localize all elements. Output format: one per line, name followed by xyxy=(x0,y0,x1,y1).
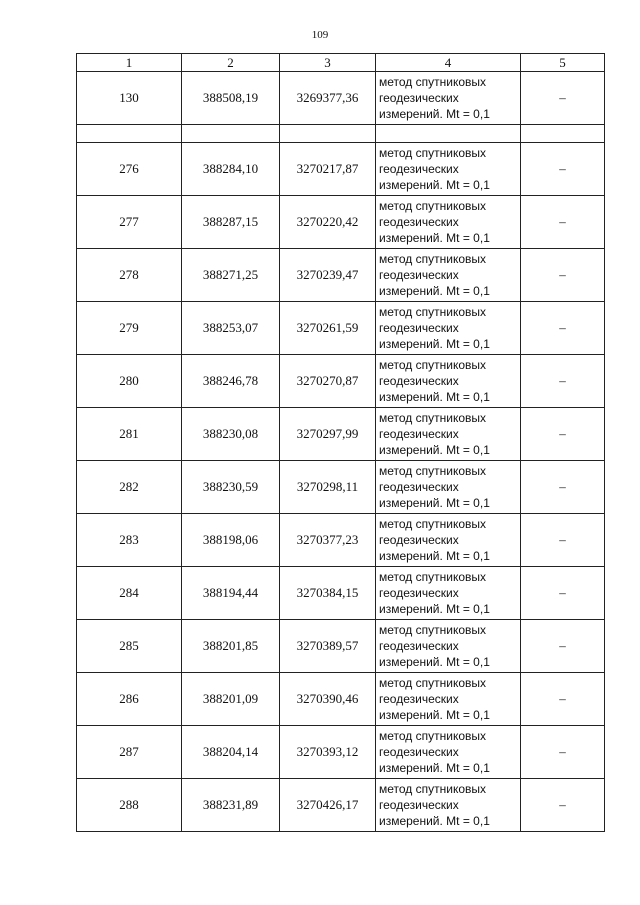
page-number: 109 xyxy=(311,29,329,41)
point-number: 276 xyxy=(77,143,182,196)
coordinate-x: 388508,19 xyxy=(182,72,280,125)
note: – xyxy=(521,408,605,461)
method-line: метод спутниковых xyxy=(379,676,487,690)
table-body xyxy=(77,72,605,832)
method-line: метод спутниковых xyxy=(379,623,487,637)
column-header-3: 3 xyxy=(280,54,376,72)
method-line: измерений. Mt = 0,1 xyxy=(379,443,490,457)
empty-cell xyxy=(521,125,605,143)
method-line: геодезических xyxy=(379,162,459,176)
coordinate-x: 388287,15 xyxy=(182,196,280,249)
method-line: геодезических xyxy=(379,321,459,335)
method-line: измерений. Mt = 0,1 xyxy=(379,814,490,828)
measurement-method xyxy=(376,726,521,779)
table-row xyxy=(77,143,605,196)
measurement-method xyxy=(376,620,521,673)
table-row xyxy=(77,726,605,779)
empty-row xyxy=(77,125,605,143)
coordinate-y: 3270298,11 xyxy=(280,461,376,514)
measurement-method xyxy=(376,196,521,249)
point-number: 288 xyxy=(77,779,182,832)
method-line: измерений. Mt = 0,1 xyxy=(379,284,490,298)
coordinates-table xyxy=(76,53,605,832)
point-number: 277 xyxy=(77,196,182,249)
column-header-5: 5 xyxy=(521,54,605,72)
method-line: геодезических xyxy=(379,480,459,494)
point-number: 130 xyxy=(77,72,182,125)
method-line: геодезических xyxy=(379,692,459,706)
method-line: метод спутниковых xyxy=(379,464,487,478)
table-header-row xyxy=(77,54,605,72)
coordinate-y: 3270426,17 xyxy=(280,779,376,832)
point-number: 286 xyxy=(77,673,182,726)
table-row xyxy=(77,72,605,125)
method-line: метод спутниковых xyxy=(379,358,487,372)
point-number: 285 xyxy=(77,620,182,673)
method-line: измерений. Mt = 0,1 xyxy=(379,107,490,121)
coordinate-x: 388230,59 xyxy=(182,461,280,514)
empty-cell xyxy=(182,125,280,143)
method-line: измерений. Mt = 0,1 xyxy=(379,337,490,351)
note: – xyxy=(521,302,605,355)
coordinate-x: 388204,14 xyxy=(182,726,280,779)
coordinate-x: 388201,85 xyxy=(182,620,280,673)
point-number: 283 xyxy=(77,514,182,567)
measurement-method xyxy=(376,143,521,196)
point-number: 279 xyxy=(77,302,182,355)
table-row xyxy=(77,355,605,408)
table-row xyxy=(77,673,605,726)
column-header-4: 4 xyxy=(376,54,521,72)
table-row xyxy=(77,461,605,514)
method-line: измерений. Mt = 0,1 xyxy=(379,390,490,404)
note: – xyxy=(521,726,605,779)
note: – xyxy=(521,196,605,249)
measurement-method xyxy=(376,249,521,302)
table-row xyxy=(77,302,605,355)
method-line: геодезических xyxy=(379,268,459,282)
column-header-2: 2 xyxy=(182,54,280,72)
note: – xyxy=(521,779,605,832)
point-number: 278 xyxy=(77,249,182,302)
measurement-method xyxy=(376,514,521,567)
coordinate-y: 3269377,36 xyxy=(280,72,376,125)
empty-cell xyxy=(77,125,182,143)
note: – xyxy=(521,673,605,726)
measurement-method xyxy=(376,72,521,125)
measurement-method xyxy=(376,567,521,620)
empty-cell xyxy=(280,125,376,143)
method-line: геодезических xyxy=(379,215,459,229)
table-row xyxy=(77,408,605,461)
table-row xyxy=(77,249,605,302)
method-line: метод спутниковых xyxy=(379,782,487,796)
coordinate-y: 3270239,47 xyxy=(280,249,376,302)
method-line: измерений. Mt = 0,1 xyxy=(379,178,490,192)
method-line: измерений. Mt = 0,1 xyxy=(379,549,490,563)
method-line: геодезических xyxy=(379,533,459,547)
note: – xyxy=(521,514,605,567)
method-line: метод спутниковых xyxy=(379,146,487,160)
method-line: геодезических xyxy=(379,91,459,105)
coordinate-y: 3270390,46 xyxy=(280,673,376,726)
coordinate-y: 3270384,15 xyxy=(280,567,376,620)
coordinate-x: 388198,06 xyxy=(182,514,280,567)
note: – xyxy=(521,72,605,125)
method-line: измерений. Mt = 0,1 xyxy=(379,602,490,616)
method-line: измерений. Mt = 0,1 xyxy=(379,708,490,722)
coordinate-x: 388230,08 xyxy=(182,408,280,461)
coordinate-y: 3270389,57 xyxy=(280,620,376,673)
coordinate-x: 388231,89 xyxy=(182,779,280,832)
method-line: измерений. Mt = 0,1 xyxy=(379,655,490,669)
coordinate-x: 388194,44 xyxy=(182,567,280,620)
method-line: метод спутниковых xyxy=(379,199,487,213)
coordinate-y: 3270217,87 xyxy=(280,143,376,196)
method-line: измерений. Mt = 0,1 xyxy=(379,761,490,775)
point-number: 287 xyxy=(77,726,182,779)
coordinate-x: 388253,07 xyxy=(182,302,280,355)
measurement-method xyxy=(376,461,521,514)
table-row xyxy=(77,514,605,567)
table-row xyxy=(77,196,605,249)
coordinate-y: 3270377,23 xyxy=(280,514,376,567)
note: – xyxy=(521,249,605,302)
method-line: метод спутниковых xyxy=(379,517,487,531)
note: – xyxy=(521,143,605,196)
coordinate-y: 3270297,99 xyxy=(280,408,376,461)
coordinate-y: 3270261,59 xyxy=(280,302,376,355)
method-line: измерений. Mt = 0,1 xyxy=(379,496,490,510)
note: – xyxy=(521,567,605,620)
coordinate-x: 388271,25 xyxy=(182,249,280,302)
point-number: 284 xyxy=(77,567,182,620)
method-line: геодезических xyxy=(379,374,459,388)
measurement-method xyxy=(376,673,521,726)
measurement-method xyxy=(376,408,521,461)
point-number: 282 xyxy=(77,461,182,514)
table-row xyxy=(77,620,605,673)
method-line: метод спутниковых xyxy=(379,411,487,425)
point-number: 280 xyxy=(77,355,182,408)
measurement-method xyxy=(376,779,521,832)
method-line: метод спутниковых xyxy=(379,570,487,584)
coordinate-x: 388246,78 xyxy=(182,355,280,408)
measurement-method xyxy=(376,302,521,355)
method-line: метод спутниковых xyxy=(379,729,487,743)
table-row xyxy=(77,567,605,620)
note: – xyxy=(521,620,605,673)
method-line: измерений. Mt = 0,1 xyxy=(379,231,490,245)
note: – xyxy=(521,355,605,408)
method-line: метод спутниковых xyxy=(379,252,487,266)
method-line: геодезических xyxy=(379,586,459,600)
table-row xyxy=(77,779,605,832)
method-line: геодезических xyxy=(379,427,459,441)
method-line: геодезических xyxy=(379,745,459,759)
empty-cell xyxy=(376,125,521,143)
coordinate-y: 3270270,87 xyxy=(280,355,376,408)
coordinate-y: 3270393,12 xyxy=(280,726,376,779)
coordinate-x: 388284,10 xyxy=(182,143,280,196)
note: – xyxy=(521,461,605,514)
coordinate-y: 3270220,42 xyxy=(280,196,376,249)
method-line: геодезических xyxy=(379,639,459,653)
method-line: метод спутниковых xyxy=(379,75,487,89)
measurement-method xyxy=(376,355,521,408)
coordinate-x: 388201,09 xyxy=(182,673,280,726)
method-line: метод спутниковых xyxy=(379,305,487,319)
method-line: геодезических xyxy=(379,798,459,812)
point-number: 281 xyxy=(77,408,182,461)
column-header-1: 1 xyxy=(77,54,182,72)
